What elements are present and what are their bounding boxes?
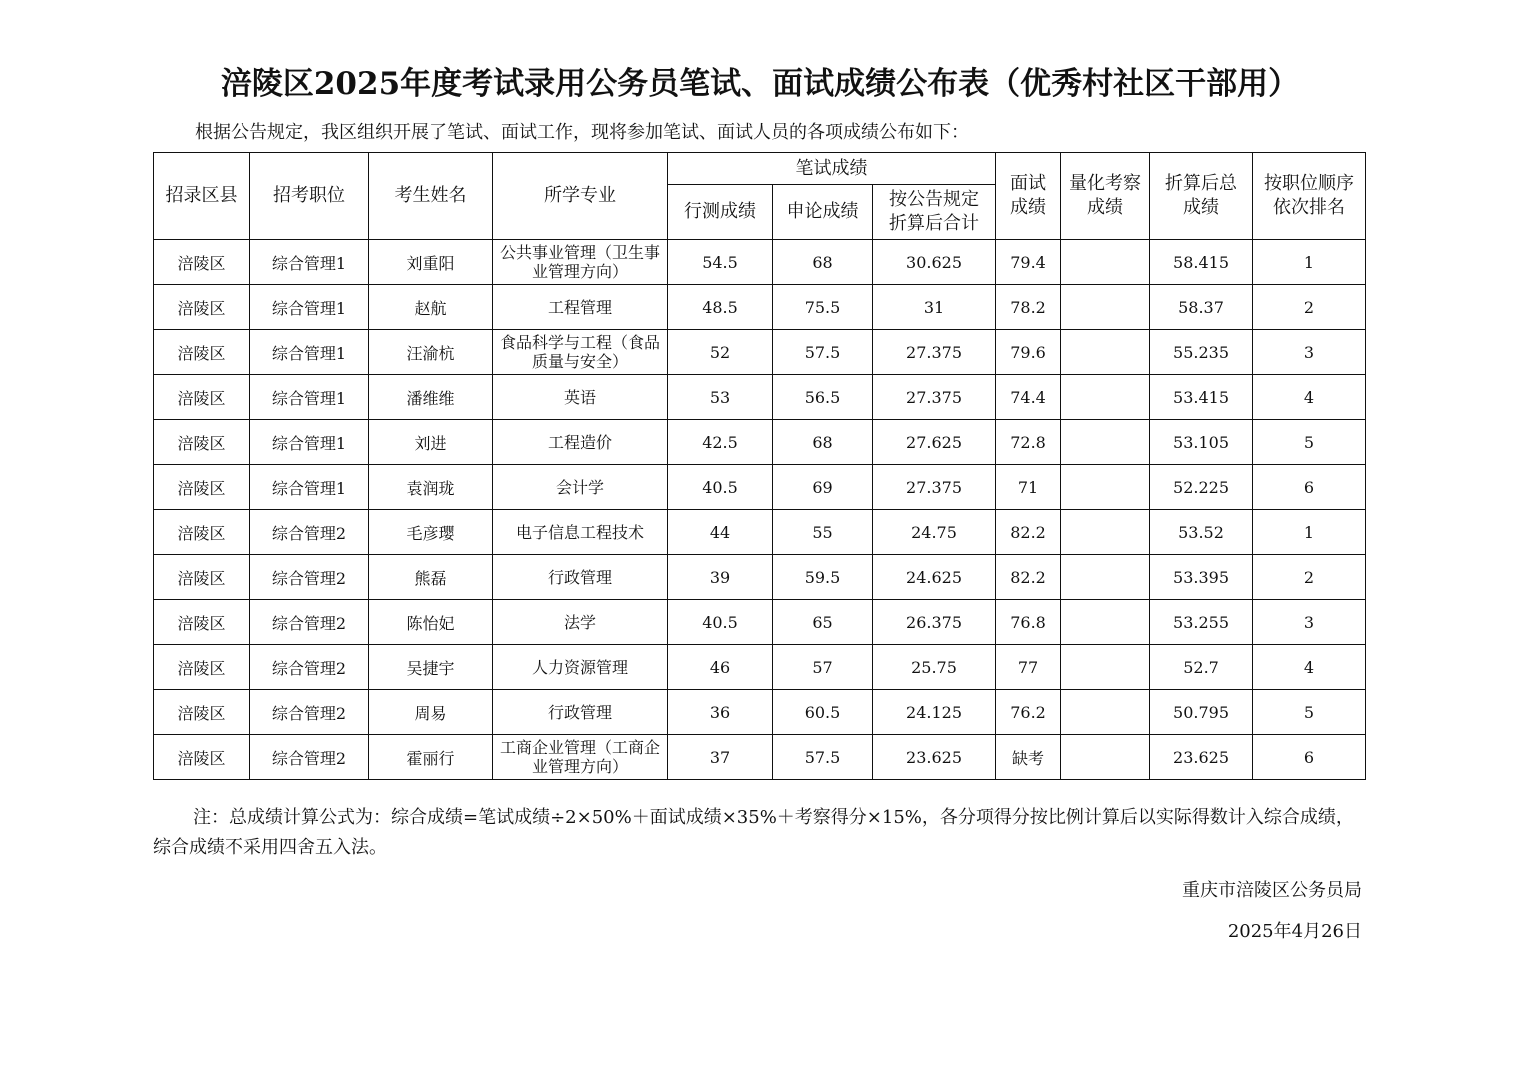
cell-rank: 3	[1253, 600, 1366, 645]
formula-note: 注：总成绩计算公式为：综合成绩=笔试成绩÷2×50%＋面试成绩×35%＋考察得分×15%，各分项得分按比例计算后以实际得数计入综合成绩，综合成绩不采用四舍五入法。	[153, 807, 1354, 858]
cell-shenlun: 57.5	[773, 330, 873, 375]
cell-converted: 25.75	[873, 645, 996, 690]
table-body	[154, 240, 1366, 780]
cell-name: 刘重阳	[369, 240, 493, 285]
cell-district: 涪陵区	[154, 600, 250, 645]
cell-shenlun: 68	[773, 240, 873, 285]
cell-converted: 31	[873, 285, 996, 330]
cell-quant	[1061, 690, 1150, 735]
table-row	[154, 375, 1366, 420]
cell-converted: 27.375	[873, 375, 996, 420]
cell-interview: 78.2	[996, 285, 1061, 330]
cell-major: 会计学	[493, 465, 668, 510]
cell-major: 工商企业管理（工商企业管理方向）	[493, 735, 668, 780]
cell-district: 涪陵区	[154, 690, 250, 735]
cell-district: 涪陵区	[154, 465, 250, 510]
cell-total: 53.105	[1150, 420, 1253, 465]
header-interview: 面试 成绩	[996, 153, 1061, 240]
cell-shenlun: 59.5	[773, 555, 873, 600]
cell-xingce: 54.5	[668, 240, 773, 285]
header-major: 所学专业	[493, 153, 668, 240]
cell-shenlun: 65	[773, 600, 873, 645]
cell-major: 行政管理	[493, 555, 668, 600]
cell-district: 涪陵区	[154, 330, 250, 375]
cell-total: 53.52	[1150, 510, 1253, 555]
cell-position: 综合管理1	[250, 375, 369, 420]
cell-district: 涪陵区	[154, 420, 250, 465]
cell-converted: 24.125	[873, 690, 996, 735]
cell-major: 工程造价	[493, 420, 668, 465]
header-rank: 按职位顺序 依次排名	[1253, 153, 1366, 240]
cell-rank: 6	[1253, 465, 1366, 510]
cell-quant	[1061, 510, 1150, 555]
cell-position: 综合管理1	[250, 420, 369, 465]
cell-total: 52.225	[1150, 465, 1253, 510]
cell-xingce: 40.5	[668, 465, 773, 510]
cell-district: 涪陵区	[154, 285, 250, 330]
cell-name: 潘维维	[369, 375, 493, 420]
cell-district: 涪陵区	[154, 555, 250, 600]
cell-district: 涪陵区	[154, 735, 250, 780]
table-row	[154, 285, 1366, 330]
cell-shenlun: 57	[773, 645, 873, 690]
cell-total: 23.625	[1150, 735, 1253, 780]
cell-name: 赵航	[369, 285, 493, 330]
cell-name: 刘进	[369, 420, 493, 465]
intro-text: 根据公告规定，我区组织开展了笔试、面试工作，现将参加笔试、面试人员的各项成绩公布如下：	[195, 122, 969, 143]
table-row	[154, 465, 1366, 510]
cell-total: 55.235	[1150, 330, 1253, 375]
cell-shenlun: 75.5	[773, 285, 873, 330]
cell-position: 综合管理2	[250, 690, 369, 735]
cell-quant	[1061, 645, 1150, 690]
cell-total: 53.255	[1150, 600, 1253, 645]
cell-xingce: 44	[668, 510, 773, 555]
header-row-1	[154, 153, 1366, 185]
header-position: 招考职位	[250, 153, 369, 240]
table-row	[154, 420, 1366, 465]
cell-quant	[1061, 555, 1150, 600]
cell-total: 53.395	[1150, 555, 1253, 600]
cell-xingce: 39	[668, 555, 773, 600]
cell-position: 综合管理1	[250, 330, 369, 375]
cell-position: 综合管理1	[250, 465, 369, 510]
cell-quant	[1061, 735, 1150, 780]
cell-converted: 27.375	[873, 465, 996, 510]
cell-rank: 3	[1253, 330, 1366, 375]
cell-major: 人力资源管理	[493, 645, 668, 690]
cell-xingce: 48.5	[668, 285, 773, 330]
cell-district: 涪陵区	[154, 645, 250, 690]
cell-rank: 2	[1253, 285, 1366, 330]
cell-quant	[1061, 330, 1150, 375]
cell-quant	[1061, 240, 1150, 285]
table-row	[154, 510, 1366, 555]
header-converted: 按公告规定 折算后合计	[873, 185, 996, 240]
cell-converted: 27.625	[873, 420, 996, 465]
cell-xingce: 36	[668, 690, 773, 735]
cell-xingce: 53	[668, 375, 773, 420]
cell-name: 陈怡妃	[369, 600, 493, 645]
cell-major: 电子信息工程技术	[493, 510, 668, 555]
cell-interview: 77	[996, 645, 1061, 690]
cell-name: 周易	[369, 690, 493, 735]
cell-rank: 4	[1253, 375, 1366, 420]
cell-shenlun: 55	[773, 510, 873, 555]
cell-position: 综合管理2	[250, 510, 369, 555]
cell-name: 毛彦璎	[369, 510, 493, 555]
cell-major: 行政管理	[493, 690, 668, 735]
cell-major: 工程管理	[493, 285, 668, 330]
cell-quant	[1061, 600, 1150, 645]
cell-rank: 1	[1253, 510, 1366, 555]
cell-converted: 24.75	[873, 510, 996, 555]
cell-converted: 23.625	[873, 735, 996, 780]
cell-rank: 4	[1253, 645, 1366, 690]
cell-interview: 79.4	[996, 240, 1061, 285]
cell-quant	[1061, 420, 1150, 465]
cell-total: 58.37	[1150, 285, 1253, 330]
cell-converted: 26.375	[873, 600, 996, 645]
table-row	[154, 555, 1366, 600]
cell-rank: 6	[1253, 735, 1366, 780]
cell-name: 熊磊	[369, 555, 493, 600]
page-title: 涪陵区2025年度考试录用公务员笔试、面试成绩公布表（优秀村社区干部用）	[220, 66, 1300, 102]
cell-district: 涪陵区	[154, 375, 250, 420]
cell-position: 综合管理1	[250, 285, 369, 330]
cell-interview: 82.2	[996, 510, 1061, 555]
cell-shenlun: 68	[773, 420, 873, 465]
header-xingce: 行测成绩	[668, 185, 773, 240]
cell-interview: 71	[996, 465, 1061, 510]
cell-district: 涪陵区	[154, 240, 250, 285]
cell-xingce: 52	[668, 330, 773, 375]
cell-quant	[1061, 375, 1150, 420]
cell-position: 综合管理2	[250, 645, 369, 690]
table-row	[154, 645, 1366, 690]
cell-interview: 缺考	[996, 735, 1061, 780]
cell-quant	[1061, 285, 1150, 330]
cell-name: 吴捷宇	[369, 645, 493, 690]
cell-interview: 82.2	[996, 555, 1061, 600]
cell-xingce: 40.5	[668, 600, 773, 645]
issuing-organization: 重庆市涪陵区公务员局	[1182, 880, 1362, 901]
cell-converted: 27.375	[873, 330, 996, 375]
cell-total: 53.415	[1150, 375, 1253, 420]
cell-shenlun: 69	[773, 465, 873, 510]
header-total: 折算后总 成绩	[1150, 153, 1253, 240]
cell-interview: 72.8	[996, 420, 1061, 465]
cell-name: 袁润珑	[369, 465, 493, 510]
cell-major: 公共事业管理（卫生事业管理方向）	[493, 240, 668, 285]
header-name: 考生姓名	[369, 153, 493, 240]
cell-rank: 5	[1253, 690, 1366, 735]
cell-rank: 1	[1253, 240, 1366, 285]
cell-name: 汪渝杭	[369, 330, 493, 375]
header-written-group: 笔试成绩	[668, 153, 996, 185]
header-shenlun: 申论成绩	[773, 185, 873, 240]
issue-date: 2025年4月26日	[1227, 921, 1362, 942]
table-row	[154, 735, 1366, 780]
cell-total: 52.7	[1150, 645, 1253, 690]
cell-interview: 76.8	[996, 600, 1061, 645]
table-row	[154, 600, 1366, 645]
cell-quant	[1061, 465, 1150, 510]
table-row	[154, 690, 1366, 735]
cell-district: 涪陵区	[154, 510, 250, 555]
cell-xingce: 37	[668, 735, 773, 780]
scores-table	[153, 152, 1366, 780]
cell-total: 58.415	[1150, 240, 1253, 285]
cell-position: 综合管理2	[250, 600, 369, 645]
cell-rank: 2	[1253, 555, 1366, 600]
header-district: 招录区县	[154, 153, 250, 240]
cell-interview: 74.4	[996, 375, 1061, 420]
cell-position: 综合管理2	[250, 735, 369, 780]
cell-position: 综合管理1	[250, 240, 369, 285]
cell-major: 法学	[493, 600, 668, 645]
table-row	[154, 330, 1366, 375]
cell-position: 综合管理2	[250, 555, 369, 600]
cell-xingce: 42.5	[668, 420, 773, 465]
cell-rank: 5	[1253, 420, 1366, 465]
cell-converted: 24.625	[873, 555, 996, 600]
cell-converted: 30.625	[873, 240, 996, 285]
cell-shenlun: 56.5	[773, 375, 873, 420]
cell-interview: 76.2	[996, 690, 1061, 735]
header-quant: 量化考察 成绩	[1061, 153, 1150, 240]
cell-shenlun: 57.5	[773, 735, 873, 780]
cell-major: 食品科学与工程（食品质量与安全）	[493, 330, 668, 375]
cell-name: 霍丽行	[369, 735, 493, 780]
cell-major: 英语	[493, 375, 668, 420]
cell-interview: 79.6	[996, 330, 1061, 375]
cell-xingce: 46	[668, 645, 773, 690]
cell-total: 50.795	[1150, 690, 1253, 735]
cell-shenlun: 60.5	[773, 690, 873, 735]
table-row	[154, 240, 1366, 285]
